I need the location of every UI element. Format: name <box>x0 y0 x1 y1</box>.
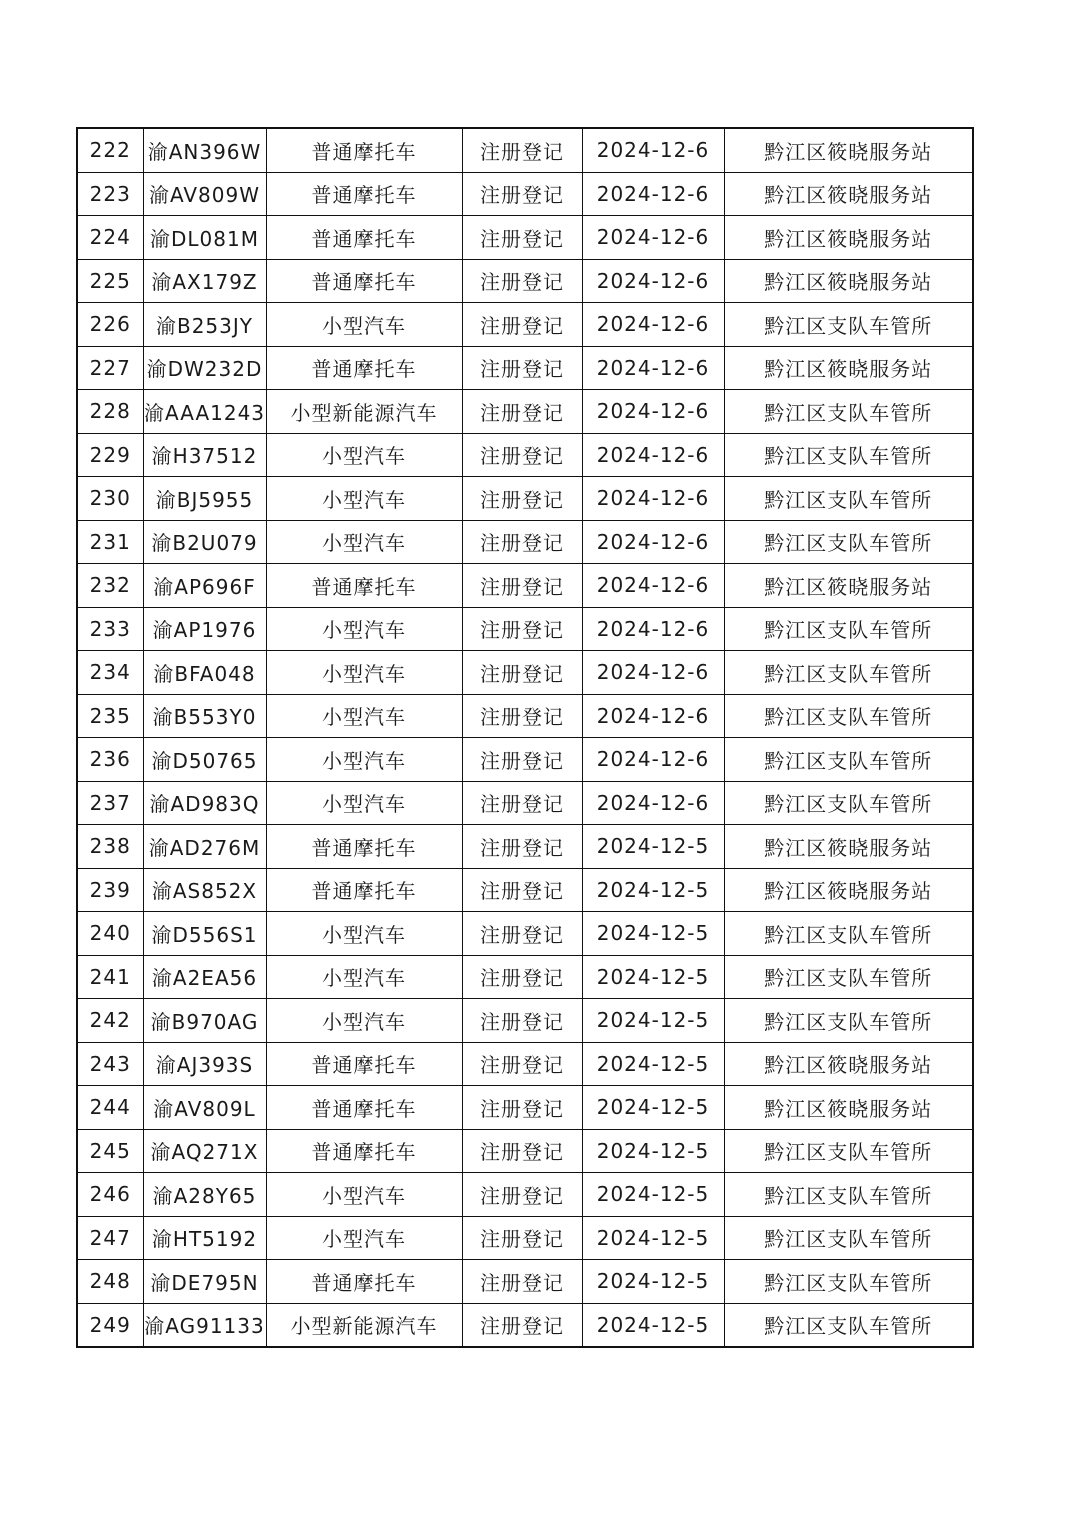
plate-number-cell: 渝AQ271X <box>143 1129 266 1173</box>
business-type-cell: 注册登记 <box>462 1216 582 1260</box>
office-cell: 黔江区支队车管所 <box>724 912 973 956</box>
row-number-cell: 223 <box>77 172 143 216</box>
business-type-cell: 注册登记 <box>462 303 582 347</box>
vehicle-type-cell: 小型汽车 <box>266 781 462 825</box>
table-row <box>77 259 973 303</box>
table-row <box>77 346 973 390</box>
vehicle-type-cell: 小型汽车 <box>266 738 462 782</box>
plate-number-cell: 渝AP696F <box>143 564 266 608</box>
business-type-cell: 注册登记 <box>462 564 582 608</box>
row-number-cell: 247 <box>77 1216 143 1260</box>
table-row <box>77 1173 973 1217</box>
vehicle-type-cell: 小型汽车 <box>266 1216 462 1260</box>
vehicle-type-cell: 普通摩托车 <box>266 172 462 216</box>
table-row <box>77 216 973 260</box>
date-cell: 2024-12-6 <box>582 390 724 434</box>
vehicle-type-cell: 普通摩托车 <box>266 1086 462 1130</box>
date-cell: 2024-12-6 <box>582 694 724 738</box>
business-type-cell: 注册登记 <box>462 1260 582 1304</box>
office-cell: 黔江区支队车管所 <box>724 607 973 651</box>
office-cell: 黔江区筱晓服务站 <box>724 172 973 216</box>
table-row <box>77 868 973 912</box>
office-cell: 黔江区支队车管所 <box>724 1173 973 1217</box>
table-row <box>77 781 973 825</box>
date-cell: 2024-12-5 <box>582 999 724 1043</box>
vehicle-type-cell: 小型汽车 <box>266 912 462 956</box>
office-cell: 黔江区支队车管所 <box>724 1260 973 1304</box>
plate-number-cell: 渝AN396W <box>143 128 266 172</box>
row-number-cell: 233 <box>77 607 143 651</box>
date-cell: 2024-12-5 <box>582 868 724 912</box>
business-type-cell: 注册登记 <box>462 477 582 521</box>
business-type-cell: 注册登记 <box>462 825 582 869</box>
date-cell: 2024-12-6 <box>582 477 724 521</box>
vehicle-type-cell: 普通摩托车 <box>266 564 462 608</box>
vehicle-type-cell: 小型汽车 <box>266 955 462 999</box>
table-row <box>77 1042 973 1086</box>
table-row <box>77 477 973 521</box>
office-cell: 黔江区筱晓服务站 <box>724 1042 973 1086</box>
date-cell: 2024-12-6 <box>582 303 724 347</box>
vehicle-type-cell: 小型汽车 <box>266 303 462 347</box>
registration-table <box>76 127 974 1348</box>
office-cell: 黔江区支队车管所 <box>724 520 973 564</box>
business-type-cell: 注册登记 <box>462 390 582 434</box>
office-cell: 黔江区支队车管所 <box>724 303 973 347</box>
vehicle-type-cell: 普通摩托车 <box>266 128 462 172</box>
vehicle-type-cell: 普通摩托车 <box>266 1042 462 1086</box>
date-cell: 2024-12-5 <box>582 1173 724 1217</box>
vehicle-type-cell: 普通摩托车 <box>266 1129 462 1173</box>
row-number-cell: 248 <box>77 1260 143 1304</box>
row-number-cell: 245 <box>77 1129 143 1173</box>
plate-number-cell: 渝AX179Z <box>143 259 266 303</box>
row-number-cell: 241 <box>77 955 143 999</box>
plate-number-cell: 渝B253JY <box>143 303 266 347</box>
business-type-cell: 注册登记 <box>462 1042 582 1086</box>
date-cell: 2024-12-6 <box>582 259 724 303</box>
date-cell: 2024-12-6 <box>582 346 724 390</box>
office-cell: 黔江区支队车管所 <box>724 1129 973 1173</box>
plate-number-cell: 渝BFA048 <box>143 651 266 695</box>
office-cell: 黔江区筱晓服务站 <box>724 259 973 303</box>
table-row <box>77 607 973 651</box>
office-cell: 黔江区筱晓服务站 <box>724 868 973 912</box>
date-cell: 2024-12-5 <box>582 1086 724 1130</box>
business-type-cell: 注册登记 <box>462 259 582 303</box>
vehicle-type-cell: 小型汽车 <box>266 999 462 1043</box>
plate-number-cell: 渝AV809W <box>143 172 266 216</box>
table-row <box>77 172 973 216</box>
plate-number-cell: 渝B553Y0 <box>143 694 266 738</box>
date-cell: 2024-12-6 <box>582 564 724 608</box>
office-cell: 黔江区支队车管所 <box>724 651 973 695</box>
date-cell: 2024-12-5 <box>582 1303 724 1347</box>
row-number-cell: 243 <box>77 1042 143 1086</box>
office-cell: 黔江区支队车管所 <box>724 694 973 738</box>
row-number-cell: 229 <box>77 433 143 477</box>
table-row <box>77 303 973 347</box>
date-cell: 2024-12-5 <box>582 825 724 869</box>
date-cell: 2024-12-6 <box>582 651 724 695</box>
row-number-cell: 234 <box>77 651 143 695</box>
date-cell: 2024-12-6 <box>582 781 724 825</box>
date-cell: 2024-12-6 <box>582 172 724 216</box>
office-cell: 黔江区筱晓服务站 <box>724 128 973 172</box>
row-number-cell: 228 <box>77 390 143 434</box>
office-cell: 黔江区筱晓服务站 <box>724 1086 973 1130</box>
date-cell: 2024-12-6 <box>582 738 724 782</box>
row-number-cell: 224 <box>77 216 143 260</box>
plate-number-cell: 渝B2U079 <box>143 520 266 564</box>
table-row <box>77 955 973 999</box>
table-row <box>77 520 973 564</box>
business-type-cell: 注册登记 <box>462 128 582 172</box>
business-type-cell: 注册登记 <box>462 216 582 260</box>
office-cell: 黔江区支队车管所 <box>724 433 973 477</box>
plate-number-cell: 渝AD983Q <box>143 781 266 825</box>
business-type-cell: 注册登记 <box>462 781 582 825</box>
vehicle-type-cell: 小型汽车 <box>266 433 462 477</box>
table-row <box>77 738 973 782</box>
row-number-cell: 222 <box>77 128 143 172</box>
table-row <box>77 390 973 434</box>
business-type-cell: 注册登记 <box>462 868 582 912</box>
table-row <box>77 999 973 1043</box>
plate-number-cell: 渝D50765 <box>143 738 266 782</box>
office-cell: 黔江区支队车管所 <box>724 999 973 1043</box>
plate-number-cell: 渝BJ5955 <box>143 477 266 521</box>
plate-number-cell: 渝AV809L <box>143 1086 266 1130</box>
table-row <box>77 564 973 608</box>
row-number-cell: 227 <box>77 346 143 390</box>
vehicle-type-cell: 普通摩托车 <box>266 825 462 869</box>
business-type-cell: 注册登记 <box>462 1086 582 1130</box>
office-cell: 黔江区支队车管所 <box>724 390 973 434</box>
plate-number-cell: 渝HT5192 <box>143 1216 266 1260</box>
table-row <box>77 1303 973 1347</box>
vehicle-type-cell: 普通摩托车 <box>266 259 462 303</box>
office-cell: 黔江区筱晓服务站 <box>724 564 973 608</box>
vehicle-type-cell: 小型新能源汽车 <box>266 1303 462 1347</box>
row-number-cell: 240 <box>77 912 143 956</box>
plate-number-cell: 渝AS852X <box>143 868 266 912</box>
plate-number-cell: 渝AAA1243 <box>143 390 266 434</box>
row-number-cell: 246 <box>77 1173 143 1217</box>
row-number-cell: 236 <box>77 738 143 782</box>
office-cell: 黔江区支队车管所 <box>724 738 973 782</box>
business-type-cell: 注册登记 <box>462 433 582 477</box>
business-type-cell: 注册登记 <box>462 346 582 390</box>
row-number-cell: 225 <box>77 259 143 303</box>
table-row <box>77 1260 973 1304</box>
row-number-cell: 238 <box>77 825 143 869</box>
vehicle-type-cell: 小型新能源汽车 <box>266 390 462 434</box>
plate-number-cell: 渝AG91133 <box>143 1303 266 1347</box>
business-type-cell: 注册登记 <box>462 999 582 1043</box>
office-cell: 黔江区支队车管所 <box>724 477 973 521</box>
plate-number-cell: 渝B970AG <box>143 999 266 1043</box>
business-type-cell: 注册登记 <box>462 607 582 651</box>
table-row <box>77 1129 973 1173</box>
office-cell: 黔江区支队车管所 <box>724 1303 973 1347</box>
date-cell: 2024-12-5 <box>582 1042 724 1086</box>
row-number-cell: 239 <box>77 868 143 912</box>
plate-number-cell: 渝AJ393S <box>143 1042 266 1086</box>
table-row <box>77 433 973 477</box>
vehicle-type-cell: 小型汽车 <box>266 477 462 521</box>
vehicle-type-cell: 小型汽车 <box>266 694 462 738</box>
office-cell: 黔江区支队车管所 <box>724 781 973 825</box>
date-cell: 2024-12-6 <box>582 128 724 172</box>
row-number-cell: 249 <box>77 1303 143 1347</box>
business-type-cell: 注册登记 <box>462 738 582 782</box>
plate-number-cell: 渝H37512 <box>143 433 266 477</box>
table-body <box>77 128 973 1347</box>
business-type-cell: 注册登记 <box>462 172 582 216</box>
row-number-cell: 232 <box>77 564 143 608</box>
office-cell: 黔江区筱晓服务站 <box>724 346 973 390</box>
business-type-cell: 注册登记 <box>462 955 582 999</box>
row-number-cell: 226 <box>77 303 143 347</box>
table-row <box>77 128 973 172</box>
date-cell: 2024-12-6 <box>582 216 724 260</box>
row-number-cell: 242 <box>77 999 143 1043</box>
plate-number-cell: 渝AD276M <box>143 825 266 869</box>
vehicle-type-cell: 普通摩托车 <box>266 1260 462 1304</box>
vehicle-type-cell: 普通摩托车 <box>266 346 462 390</box>
row-number-cell: 230 <box>77 477 143 521</box>
date-cell: 2024-12-6 <box>582 520 724 564</box>
table-row <box>77 694 973 738</box>
row-number-cell: 237 <box>77 781 143 825</box>
table-row <box>77 825 973 869</box>
business-type-cell: 注册登记 <box>462 1129 582 1173</box>
vehicle-type-cell: 小型汽车 <box>266 1173 462 1217</box>
date-cell: 2024-12-5 <box>582 1260 724 1304</box>
plate-number-cell: 渝DL081M <box>143 216 266 260</box>
office-cell: 黔江区支队车管所 <box>724 1216 973 1260</box>
vehicle-type-cell: 小型汽车 <box>266 520 462 564</box>
business-type-cell: 注册登记 <box>462 694 582 738</box>
vehicle-type-cell: 小型汽车 <box>266 651 462 695</box>
business-type-cell: 注册登记 <box>462 651 582 695</box>
table-row <box>77 1216 973 1260</box>
office-cell: 黔江区筱晓服务站 <box>724 216 973 260</box>
date-cell: 2024-12-5 <box>582 1216 724 1260</box>
vehicle-type-cell: 普通摩托车 <box>266 868 462 912</box>
plate-number-cell: 渝A2EA56 <box>143 955 266 999</box>
row-number-cell: 244 <box>77 1086 143 1130</box>
plate-number-cell: 渝D556S1 <box>143 912 266 956</box>
date-cell: 2024-12-5 <box>582 955 724 999</box>
business-type-cell: 注册登记 <box>462 1303 582 1347</box>
plate-number-cell: 渝DW232D <box>143 346 266 390</box>
table-row <box>77 651 973 695</box>
vehicle-type-cell: 普通摩托车 <box>266 216 462 260</box>
date-cell: 2024-12-5 <box>582 912 724 956</box>
business-type-cell: 注册登记 <box>462 1173 582 1217</box>
table-row <box>77 912 973 956</box>
date-cell: 2024-12-6 <box>582 607 724 651</box>
office-cell: 黔江区支队车管所 <box>724 955 973 999</box>
plate-number-cell: 渝A28Y65 <box>143 1173 266 1217</box>
business-type-cell: 注册登记 <box>462 912 582 956</box>
vehicle-type-cell: 小型汽车 <box>266 607 462 651</box>
date-cell: 2024-12-6 <box>582 433 724 477</box>
plate-number-cell: 渝DE795N <box>143 1260 266 1304</box>
row-number-cell: 231 <box>77 520 143 564</box>
plate-number-cell: 渝AP1976 <box>143 607 266 651</box>
table-row <box>77 1086 973 1130</box>
business-type-cell: 注册登记 <box>462 520 582 564</box>
office-cell: 黔江区筱晓服务站 <box>724 825 973 869</box>
row-number-cell: 235 <box>77 694 143 738</box>
date-cell: 2024-12-5 <box>582 1129 724 1173</box>
